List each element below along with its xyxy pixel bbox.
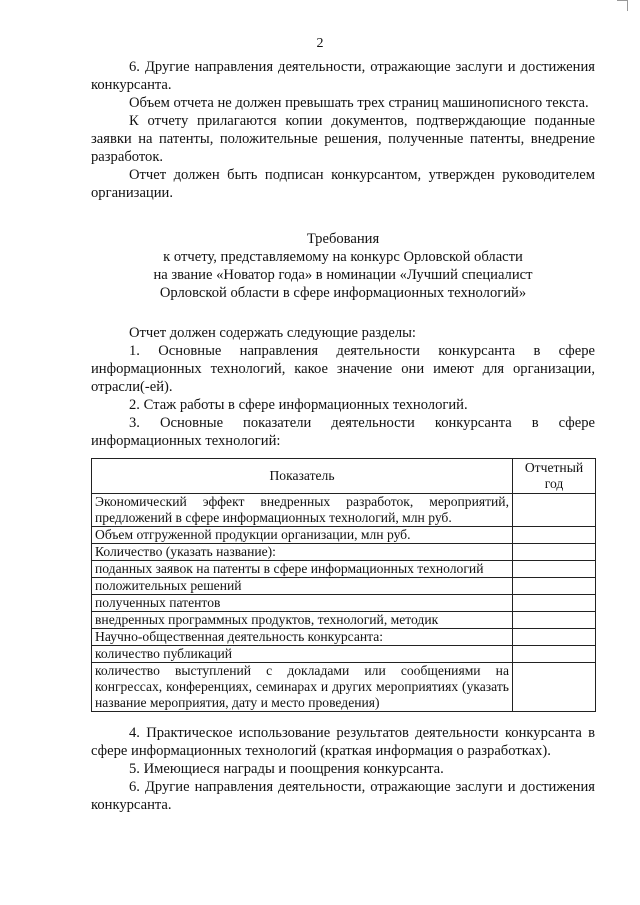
sections-intro: Отчет должен содержать следующие разделы: — [129, 325, 416, 341]
section-item: 3. Основные показатели деятельности конкурсанта в сфере информационных технологий: — [91, 415, 595, 449]
table-cell-value — [513, 646, 596, 663]
table-row — [92, 595, 596, 612]
table-row — [92, 612, 596, 629]
indicators-table — [91, 458, 596, 712]
table-cell-value — [513, 544, 596, 561]
table-cell-indicator: количество публикаций — [92, 646, 513, 663]
table-row — [92, 578, 596, 595]
table-cell-value — [513, 629, 596, 646]
column-header-indicator: Показатель — [92, 459, 513, 494]
table-row — [92, 494, 596, 527]
section-item: 5. Имеющиеся награды и поощрения конкурсанта. — [129, 761, 444, 777]
column-header-year: Отчетный год — [513, 459, 596, 494]
requirements-title: Требования — [306, 231, 380, 247]
table-cell-indicator: полученных патентов — [92, 595, 513, 612]
intro-paragraph: К отчету прилагаются копии документов, подтверждающие поданные заявки на патенты, положительные решения, полученные патенты, внедрение разработок. — [91, 113, 595, 165]
table-cell-value — [513, 595, 596, 612]
table-header-row — [92, 459, 596, 494]
table-cell-value — [513, 663, 596, 712]
requirements-subtitle-line: на звание «Новатор года» в номинации «Лучший специалист — [153, 267, 533, 283]
requirements-subtitle-line: к отчету, представляемому на конкурс Орловской области — [163, 249, 523, 265]
closing-sections — [91, 724, 595, 814]
document-body — [91, 58, 595, 450]
intro-paragraph: Объем отчета не должен превышать трех страниц машинописного текста. — [129, 95, 589, 111]
intro-paragraph: 6. Другие направления деятельности, отражающие заслуги и достижения конкурсанта. — [91, 59, 595, 93]
table-cell-indicator: Научно-общественная деятельность конкурсанта: — [92, 629, 513, 646]
table-row — [92, 527, 596, 544]
section-item: 6. Другие направления деятельности, отражающие заслуги и достижения конкурсанта. — [91, 779, 595, 813]
table-cell-value — [513, 612, 596, 629]
section-item: 1. Основные направления деятельности конкурсанта в сфере информационных технологий, какое значение они имеют для организации, отрасли(-ей). — [91, 343, 595, 395]
table-cell-value — [513, 527, 596, 544]
table-row — [92, 663, 596, 712]
table-cell-indicator: Количество (указать название): — [92, 544, 513, 561]
table-row — [92, 646, 596, 663]
table-cell-indicator: поданных заявок на патенты в сфере информационных технологий — [92, 561, 513, 578]
intro-paragraph: Отчет должен быть подписан конкурсантом, утвержден руководителем организации. — [91, 167, 595, 201]
section-item: 4. Практическое использование результатов деятельности конкурсанта в сфере информационных технологий (краткая информация о разработках). — [91, 725, 595, 759]
table-row — [92, 561, 596, 578]
section-item: 2. Стаж работы в сфере информационных технологий. — [129, 397, 468, 413]
table-cell-indicator: количество выступлений с докладами или сообщениями на конгрессах, конференциях, семинарах и других мероприятиях (указать название мероприятия, дату и место проведения) — [92, 663, 513, 712]
corner-mark — [617, 0, 628, 11]
table-cell-value — [513, 494, 596, 527]
page-number: 2 — [316, 36, 324, 51]
table-cell-indicator: внедренных программных продуктов, технологий, методик — [92, 612, 513, 629]
requirements-subtitle-line: Орловской области в сфере информационных технологий» — [159, 285, 527, 301]
table-cell-value — [513, 578, 596, 595]
table-row — [92, 629, 596, 646]
table-cell-indicator: Экономический эффект внедренных разработок, мероприятий, предложений в сфере информационных технологий, млн руб. — [92, 494, 513, 527]
table-cell-indicator: Объем отгруженной продукции организации, млн руб. — [92, 527, 513, 544]
table-cell-value — [513, 561, 596, 578]
table-cell-indicator: положительных решений — [92, 578, 513, 595]
table-row — [92, 544, 596, 561]
